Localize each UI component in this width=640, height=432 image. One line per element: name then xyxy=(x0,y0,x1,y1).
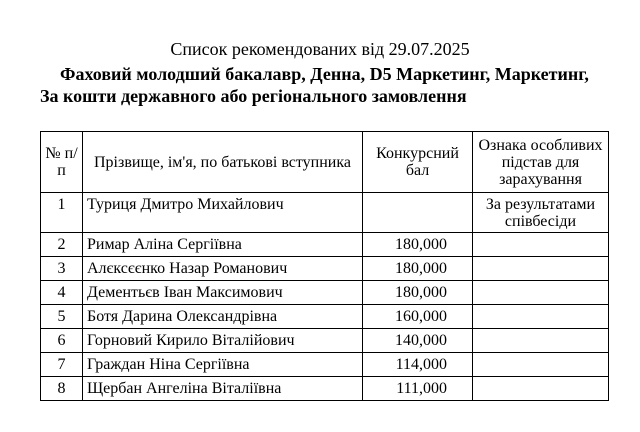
cell-note xyxy=(473,329,609,353)
cell-num: 6 xyxy=(41,329,83,353)
cell-score: 111,000 xyxy=(363,377,473,401)
cell-name: Ботя Дарина Олександрівна xyxy=(83,305,363,329)
header-score: Конкурсний бал xyxy=(363,132,473,193)
cell-name: Граждан Ніна Сергіївна xyxy=(83,353,363,377)
header-num: № п/п xyxy=(41,132,83,193)
cell-name: Горновий Кирило Віталійович xyxy=(83,329,363,353)
header-name: Прізвище, ім'я, по батькові вступника xyxy=(83,132,363,193)
cell-name: Туриця Дмитро Михайлович xyxy=(83,193,363,233)
cell-num: 4 xyxy=(41,281,83,305)
cell-score: 180,000 xyxy=(363,281,473,305)
cell-note xyxy=(473,377,609,401)
cell-num: 1 xyxy=(41,193,83,233)
table-row xyxy=(41,193,609,233)
table-header-row xyxy=(41,132,609,193)
table-row xyxy=(41,233,609,257)
cell-note xyxy=(473,305,609,329)
cell-name: Римар Аліна Сергіївна xyxy=(83,233,363,257)
table-row xyxy=(41,353,609,377)
cell-num: 8 xyxy=(41,377,83,401)
cell-num: 5 xyxy=(41,305,83,329)
cell-num: 2 xyxy=(41,233,83,257)
table-row xyxy=(41,305,609,329)
cell-num: 7 xyxy=(41,353,83,377)
table-row xyxy=(41,329,609,353)
cell-score: 180,000 xyxy=(363,257,473,281)
document-title: Список рекомендованих від 29.07.2025 xyxy=(170,39,470,59)
cell-name: Щербан Ангеліна Віталіївна xyxy=(83,377,363,401)
table-row xyxy=(41,281,609,305)
table-row xyxy=(41,377,609,401)
cell-score: 160,000 xyxy=(363,305,473,329)
cell-score: 180,000 xyxy=(363,233,473,257)
cell-name: Дементьєв Іван Максимович xyxy=(83,281,363,305)
cell-score xyxy=(363,193,473,233)
cell-note: За результатами співбесіди xyxy=(473,193,609,233)
cell-note xyxy=(473,353,609,377)
cell-score: 140,000 xyxy=(363,329,473,353)
cell-note xyxy=(473,233,609,257)
table-row xyxy=(41,257,609,281)
cell-note xyxy=(473,257,609,281)
cell-num: 3 xyxy=(41,257,83,281)
header-note: Ознака особливих підстав для зарахування xyxy=(473,132,609,193)
document-subtitle: Фаховий молодший бакалавр, Денна, D5 Маркетинг, Маркетинг, За кошти державного або регіонального замовлення xyxy=(40,64,589,106)
cell-name: Алєксєєнко Назар Романович xyxy=(83,257,363,281)
cell-score: 114,000 xyxy=(363,353,473,377)
cell-note xyxy=(473,281,609,305)
recommended-list-table xyxy=(40,131,609,401)
